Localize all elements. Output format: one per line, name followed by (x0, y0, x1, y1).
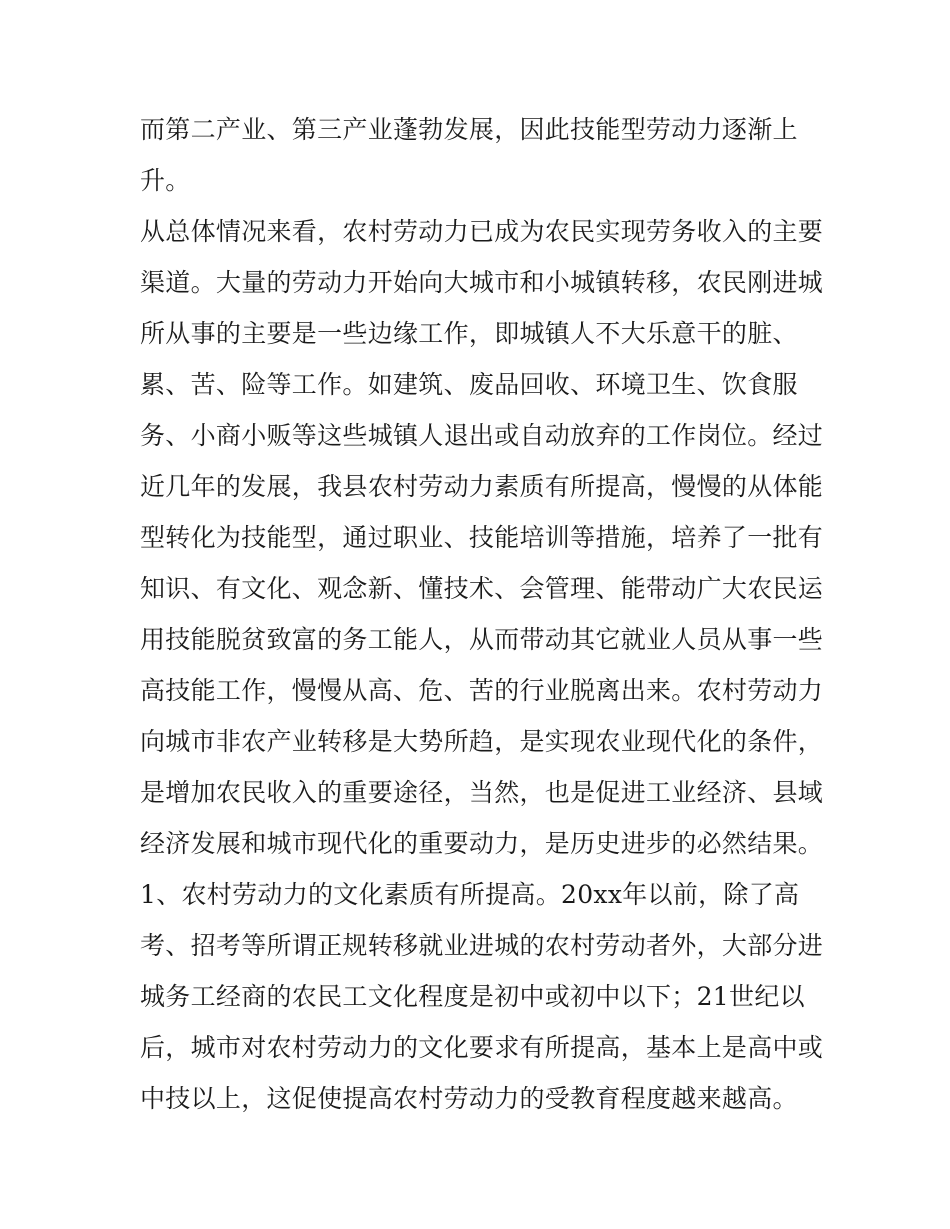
text-line: 经济发展和城市现代化的重要动力，是历史进步的必然结果。 (140, 829, 824, 858)
text-line: 从总体情况来看，农村劳动力已成为农民实现劳务收入的主要 (140, 217, 824, 246)
text-line: 务、小商小贩等这些城镇人退出或自动放弃的工作岗位。经过 (140, 421, 824, 450)
text-line: 累、苦、险等工作。如建筑、废品回收、环境卫生、饮食服 (140, 370, 798, 399)
body-text (140, 104, 824, 1124)
text-line: 后，城市对农村劳动力的文化要求有所提高，基本上是高中或 (140, 1033, 824, 1062)
text-line: 所从事的主要是一些边缘工作，即城镇人不大乐意干的脏、 (140, 319, 798, 348)
text-line: 升。 (140, 166, 191, 195)
text-line: 渠道。大量的劳动力开始向大城市和小城镇转移，农民刚进城 (140, 268, 824, 297)
text-line: 知识、有文化、观念新、懂技术、会管理、能带动广大农民运 (140, 574, 824, 603)
text-line: 城务工经商的农民工文化程度是初中或初中以下；21世纪以 (140, 982, 805, 1011)
text-line: 考、招考等所谓正规转移就业进城的农村劳动者外，大部分进 (140, 931, 824, 960)
text-line: 1、农村劳动力的文化素质有所提高。20xx年以前，除了高 (140, 880, 800, 909)
text-line: 高技能工作，慢慢从高、危、苦的行业脱离出来。农村劳动力 (140, 676, 824, 705)
text-line: 中技以上，这促使提高农村劳动力的受教育程度越来越高。 (140, 1084, 798, 1113)
text-line: 而第二产业、第三产业蓬勃发展，因此技能型劳动力逐渐上 (140, 115, 798, 144)
text-line: 近几年的发展，我县农村劳动力素质有所提高，慢慢的从体能 (140, 472, 824, 501)
text-line: 向城市非农产业转移是大势所趋，是实现农业现代化的条件， (140, 727, 824, 756)
text-line: 是增加农民收入的重要途径，当然，也是促进工业经济、县域 (140, 778, 824, 807)
text-line: 型转化为技能型，通过职业、技能培训等措施，培养了一批有 (140, 523, 824, 552)
text-line: 用技能脱贫致富的务工能人，从而带动其它就业人员从事一些 (140, 625, 824, 654)
